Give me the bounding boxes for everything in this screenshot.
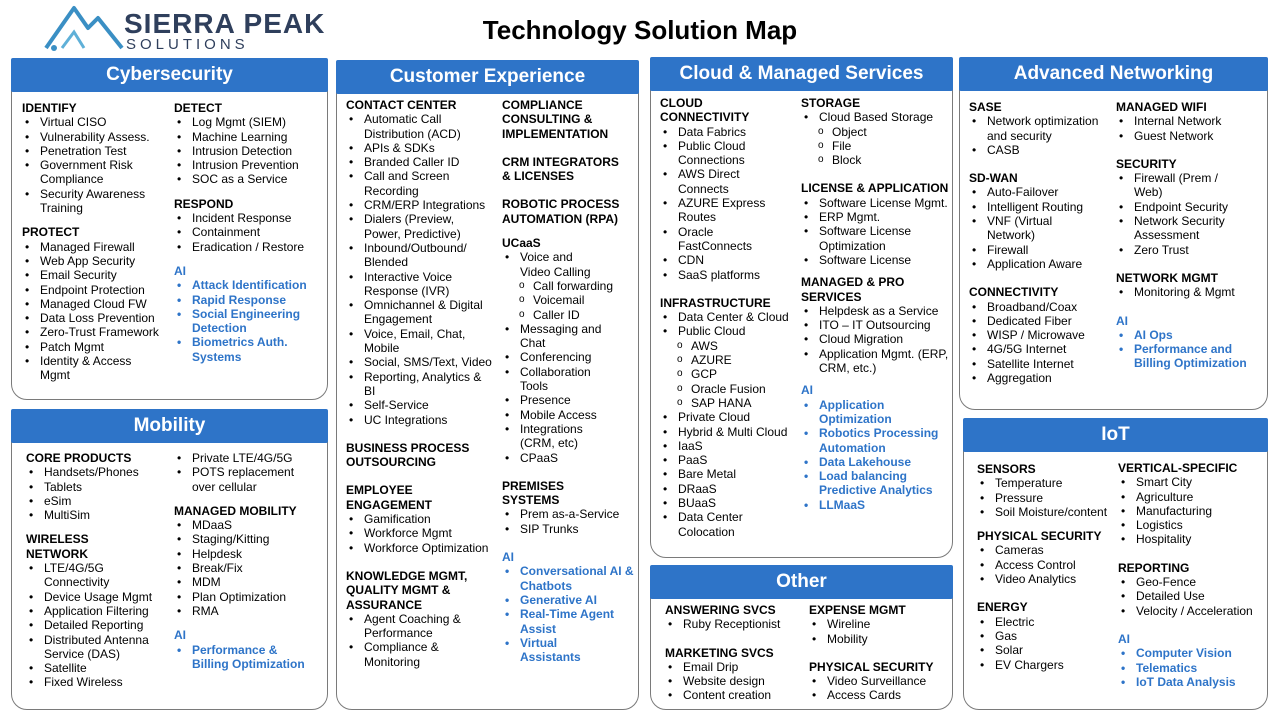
energy-list [977, 615, 1117, 672]
list-item: • eSim [26, 494, 174, 508]
list-subitem: o Object [801, 125, 951, 139]
list-item: • Inbound/Outbound/ Blended [346, 241, 494, 270]
list-item: • Security Awareness Training [22, 187, 174, 216]
cloud-col-right [801, 96, 951, 512]
list-item: • Data Center & Cloud [660, 310, 800, 324]
list-item: • MDM [174, 575, 324, 589]
section-heading: SECURITY [1116, 156, 1177, 171]
list-item: • Intelligent Routing [969, 200, 1114, 214]
section-heading: EMPLOYEE ENGAGEMENT [346, 483, 433, 512]
header-advanced-networking: Advanced Networking [959, 57, 1268, 91]
list-item: • Application Aware [969, 257, 1114, 271]
section-heading: MANAGED WIFI [1116, 100, 1207, 114]
list-item: • Internal Network [1116, 114, 1264, 128]
section-heading: CONTACT CENTER [346, 98, 457, 112]
managed-wifi-list [1116, 114, 1264, 143]
iot-col-right [1118, 461, 1266, 689]
list-item: • DRaaS [660, 482, 800, 496]
list-item: • Workforce Mgmt [346, 526, 500, 540]
list-item: • MultiSim [26, 508, 174, 522]
list-item: • Content creation [665, 688, 805, 702]
list-item: • Performance and Billing Optimization [1116, 342, 1254, 371]
list-item: • MDaaS [174, 518, 324, 532]
ai-heading: AI [174, 628, 186, 643]
list-item: • PaaS [660, 453, 800, 467]
list-item: • Smart City [1118, 475, 1266, 489]
list-item: • Voice and Video Calling [502, 250, 600, 279]
list-item: • Oracle FastConnects [660, 225, 788, 254]
cx-col-right [502, 98, 636, 664]
list-item: • EV Chargers [977, 658, 1117, 672]
list-item: • Ruby Receptionist [665, 617, 805, 631]
protect-list [22, 240, 174, 383]
mobility-col-left [26, 451, 174, 690]
list-item: • Detailed Reporting [26, 618, 174, 632]
list-item: • Public Cloud [660, 324, 800, 338]
company-logo [44, 4, 384, 52]
section-heading: CRM INTEGRATORS & LICENSES [502, 154, 619, 184]
list-item: • Wireline [809, 617, 949, 631]
mobility-top-list [174, 451, 324, 494]
list-item: • Application Optimization [801, 398, 919, 427]
list-item: • Data Loss Prevention [22, 311, 174, 325]
ai-list [502, 564, 636, 664]
list-item: • IoT Data Analysis [1118, 675, 1266, 689]
list-item: • APIs & SDKs [346, 141, 500, 155]
section-heading: VERTICAL-SPECIFIC [1118, 461, 1238, 475]
mobility-col-right [174, 451, 324, 671]
answering-list [665, 617, 805, 631]
list-item: • Data Lakehouse [801, 455, 951, 469]
list-item: • Data Center Colocation [660, 510, 763, 539]
list-item: • Device Usage Mgmt [26, 590, 174, 604]
list-item: • Temperature [977, 476, 1117, 490]
list-item: • SIP Trunks [502, 522, 636, 536]
list-item: • Agriculture [1118, 490, 1266, 504]
sase-list [969, 114, 1114, 157]
net-col-left [969, 100, 1114, 385]
list-item: • Telematics [1118, 661, 1266, 675]
list-item: • Cloud Based Storage [801, 110, 951, 124]
section-heading: MANAGED & PRO SERVICES [801, 275, 905, 304]
section-heading: ANSWERING SVCS [665, 603, 776, 617]
marketing-list [665, 660, 805, 703]
list-item: • Monitoring & Mgmt [1116, 285, 1264, 299]
section-heading: CORE PRODUCTS [26, 451, 132, 465]
list-item: • Network Security Assessment [1116, 214, 1264, 243]
list-item: • Firewall (Prem / Web) [1116, 171, 1244, 200]
vertical-specific-list [1118, 475, 1266, 546]
list-item: • Detailed Use [1118, 589, 1266, 603]
employee-engagement-list [346, 512, 500, 555]
section-heading: REPORTING [1118, 560, 1190, 575]
ai-section [801, 383, 951, 512]
list-item: • Prem as-a-Service [502, 507, 636, 521]
list-item: • Eradication / Restore [174, 240, 324, 254]
list-item: • Break/Fix [174, 561, 324, 575]
list-item: • Managed Firewall [22, 240, 174, 254]
list-item: • Helpdesk [174, 547, 324, 561]
ai-list [801, 398, 951, 512]
list-item: • Software License Mgmt. [801, 196, 951, 210]
list-item: • Distributed Antenna Service (DAS) [26, 633, 174, 662]
ai-heading: AI [1118, 631, 1130, 646]
list-item: • Pressure [977, 491, 1117, 505]
list-item: • Mobile Access [502, 408, 636, 422]
list-subitem: o Voicemail [502, 293, 636, 307]
list-item: • Containment [174, 225, 324, 239]
connectivity-list [969, 300, 1114, 386]
list-subitem: o AZURE [660, 353, 800, 367]
license-application-list [801, 196, 951, 267]
list-item: • Fixed Wireless [26, 675, 174, 689]
list-item: • Collaboration Tools [502, 365, 620, 394]
logo-wordmark: SIERRA PEAK [124, 8, 326, 39]
list-item: • BUaaS [660, 496, 800, 510]
network-mgmt-list [1116, 285, 1264, 299]
section-heading: UCaaS [502, 236, 541, 251]
ai-section [1116, 314, 1264, 371]
section-heading: PHYSICAL SECURITY [977, 529, 1102, 544]
network-security-list [1116, 171, 1264, 257]
list-item: • Workforce Optimization [346, 541, 500, 555]
cyber-col-left [22, 101, 174, 383]
list-item: • Cameras [977, 543, 1117, 557]
list-item: • Electric [977, 615, 1117, 629]
list-item: • Private Cloud [660, 410, 800, 424]
ucaas-list [502, 250, 636, 464]
header-other: Other [650, 565, 953, 599]
list-item: • SOC as a Service [174, 172, 324, 186]
section-heading: WIRELESS NETWORK [26, 532, 89, 561]
list-item: • WISP / Microwave [969, 328, 1114, 342]
list-item: • Access Control [977, 558, 1117, 572]
list-item: • Bare Metal [660, 467, 800, 481]
list-item: • Attack Identification [174, 278, 324, 292]
list-item: • CDN [660, 253, 800, 267]
section-heading: NETWORK MGMT [1116, 270, 1218, 285]
list-item: • Hospitality [1118, 532, 1266, 546]
section-heading: INFRASTRUCTURE [660, 295, 771, 310]
list-item: • Interactive Voice Response (IVR) [346, 270, 484, 299]
list-item: • Public Cloud Connections [660, 139, 778, 168]
list-item: • Auto-Failover [969, 185, 1114, 199]
section-heading: PREMISES SYSTEMS [502, 478, 565, 508]
list-item: • CPaaS [502, 451, 636, 465]
list-item: • Incident Response [174, 211, 324, 225]
list-subitem: o AWS [660, 339, 800, 353]
list-item: • Helpdesk as a Service [801, 304, 951, 318]
section-heading: IDENTIFY [22, 101, 77, 115]
list-item: • Government Risk Compliance [22, 158, 174, 187]
list-item: • Video Analytics [977, 572, 1117, 586]
section-heading: KNOWLEDGE MGMT, QUALITY MGMT & ASSURANCE [346, 568, 468, 612]
list-subitem: o Call forwarding [502, 279, 636, 293]
list-item: • Tablets [26, 480, 174, 494]
list-item: • Endpoint Protection [22, 283, 174, 297]
list-item: • Satellite Internet [969, 357, 1114, 371]
list-item: • RMA [174, 604, 324, 618]
header-cloud-managed: Cloud & Managed Services [650, 57, 953, 91]
list-subitem: o SAP HANA [660, 396, 800, 410]
list-item: • Mobility [809, 632, 949, 646]
list-item: • Generative AI [502, 593, 636, 607]
list-item: • Velocity / Acceleration [1118, 604, 1266, 618]
list-item: • CRM/ERP Integrations [346, 198, 500, 212]
list-item: • Branded Caller ID [346, 155, 500, 169]
section-heading: LICENSE & APPLICATION [801, 181, 949, 196]
list-item: • ITO – IT Outsourcing [801, 318, 951, 332]
list-item: • Compliance & Monitoring [346, 640, 464, 669]
list-item: • Computer Vision [1118, 646, 1266, 660]
list-item: • VNF (Virtual Network) [969, 214, 1092, 243]
list-item: • Intrusion Prevention [174, 158, 324, 172]
list-item: • Solar [977, 643, 1117, 657]
ai-section [174, 264, 324, 364]
knowledge-mgmt-list [346, 612, 500, 669]
physical-security-list [977, 543, 1117, 586]
infrastructure-list [660, 310, 800, 539]
list-item: • Manufacturing [1118, 504, 1266, 518]
ai-section [502, 550, 636, 664]
section-heading: PROTECT [22, 225, 80, 240]
list-item: • Virtual CISO [22, 115, 174, 129]
list-item: • IaaS [660, 439, 800, 453]
header-cybersecurity: Cybersecurity [11, 58, 328, 92]
list-item: • Application Filtering [26, 604, 174, 618]
list-item: • Hybrid & Multi Cloud [660, 425, 800, 439]
mountain-logo-icon [44, 4, 124, 52]
list-item: • Call and Screen Recording [346, 169, 476, 198]
managed-pro-services-list [801, 304, 951, 375]
list-item: • ERP Mgmt. [801, 210, 951, 224]
list-item: • Application Mgmt. (ERP, CRM, etc.) [801, 347, 951, 376]
ai-list [1118, 646, 1266, 689]
section-heading: STORAGE [801, 96, 861, 110]
list-item: • Endpoint Security [1116, 200, 1264, 214]
page-title: Technology Solution Map [482, 15, 798, 45]
section-heading: ENERGY [977, 600, 1028, 615]
ai-heading: AI [502, 550, 514, 565]
list-item: • AZURE Express Routes [660, 196, 798, 225]
contact-center-list [346, 112, 500, 427]
list-item: • SaaS platforms [660, 268, 800, 282]
sdwan-list [969, 185, 1114, 271]
physical-security-list [809, 674, 949, 703]
section-heading: CLOUD CONNECTIVITY [660, 96, 750, 125]
header-customer-experience: Customer Experience [336, 60, 639, 94]
ai-section [174, 628, 324, 671]
list-item: • Penetration Test [22, 144, 174, 158]
section-heading: COMPLIANCE CONSULTING & IMPLEMENTATION [502, 98, 609, 141]
list-item: • Web App Security [22, 254, 174, 268]
list-item: • Conferencing [502, 350, 636, 364]
list-item: • Network optimization and security [969, 114, 1114, 143]
list-item: • Software License [801, 253, 951, 267]
section-heading: RESPOND [174, 196, 234, 211]
ai-heading: AI [1116, 313, 1128, 328]
list-item: • Zero-Trust Framework [22, 325, 174, 339]
list-item: • Real-Time Agent Assist [502, 607, 645, 636]
list-subitem: o Block [801, 153, 951, 167]
list-item: • Data Fabrics [660, 125, 800, 139]
net-col-right [1116, 100, 1264, 371]
list-item: • Biometrics Auth. Systems [174, 335, 302, 364]
list-item: • Identity & Access Mgmt [22, 354, 140, 383]
list-item: • Video Surveillance [809, 674, 949, 688]
wireless-network-list [26, 561, 174, 690]
list-item: • Agent Coaching & Performance [346, 612, 474, 641]
list-item: • Load balancing Predictive Analytics [801, 469, 951, 498]
list-item: • AWS Direct Connects [660, 167, 778, 196]
section-heading: SASE [969, 100, 1002, 114]
list-item: • Staging/Kitting [174, 532, 324, 546]
list-item: • Machine Learning [174, 130, 324, 144]
ai-list [174, 278, 324, 364]
ai-heading: AI [801, 383, 813, 398]
list-item: • Managed Cloud FW [22, 297, 174, 311]
list-item: • Vulnerability Assess. [22, 130, 174, 144]
list-item: • Automatic Call Distribution (ACD) [346, 112, 500, 141]
cloud-connectivity-list [660, 125, 800, 282]
list-item: • Email Drip [665, 660, 805, 674]
list-item: • Soil Moisture/content [977, 505, 1110, 519]
detect-list [174, 115, 324, 186]
ai-list [174, 643, 324, 672]
respond-list [174, 211, 324, 254]
section-heading: BUSINESS PROCESS OUTSOURCING [346, 440, 470, 470]
list-item: • Integrations (CRM, etc) [502, 422, 610, 451]
list-item: • Zero Trust [1116, 243, 1264, 257]
list-item: • Patch Mgmt [22, 340, 174, 354]
list-item: • Self-Service [346, 398, 500, 412]
list-item: • Website design [665, 674, 805, 688]
list-item: • Geo-Fence [1118, 575, 1266, 589]
list-item: • Satellite [26, 661, 174, 675]
list-subitem: o Caller ID [502, 308, 636, 322]
section-heading: SD-WAN [969, 171, 1018, 186]
ai-list [1116, 328, 1264, 371]
list-subitem: o GCP [660, 367, 800, 381]
other-col-left [665, 603, 805, 703]
storage-list [801, 110, 951, 167]
list-item: • Virtual Assistants [502, 636, 600, 665]
identify-list [22, 115, 174, 215]
list-item: • Broadband/Coax [969, 300, 1114, 314]
premises-list [502, 507, 636, 536]
list-item: • Conversational AI & Chatbots [502, 564, 635, 593]
section-heading: EXPENSE MGMT [809, 603, 906, 617]
managed-mobility-list [174, 518, 324, 618]
section-heading: CONNECTIVITY [969, 285, 1059, 300]
list-item: • Messaging and Chat [502, 322, 630, 351]
list-item: • Gamification [346, 512, 500, 526]
list-item: • Firewall [969, 243, 1114, 257]
list-item: • Software License Optimization [801, 224, 939, 253]
header-iot: IoT [963, 418, 1268, 452]
cyber-col-right [174, 101, 324, 364]
list-item: • Guest Network [1116, 129, 1264, 143]
list-item: • Logistics [1118, 518, 1266, 532]
list-item: • CASB [969, 143, 1114, 157]
cx-col-left [346, 98, 500, 669]
cloud-col-left [660, 96, 800, 539]
core-products-list [26, 465, 174, 522]
list-item: • 4G/5G Internet [969, 342, 1114, 356]
list-item: • Voice, Email, Chat, Mobile [346, 327, 499, 356]
section-heading: DETECT [174, 101, 222, 115]
list-item: • LTE/4G/5G Connectivity [26, 561, 154, 590]
list-item: • Cloud Migration [801, 332, 951, 346]
section-heading: PHYSICAL SECURITY [809, 659, 934, 674]
list-item: • Aggregation [969, 371, 1114, 385]
list-item: • Dedicated Fiber [969, 314, 1114, 328]
list-item: • Handsets/Phones [26, 465, 174, 479]
list-item: • UC Integrations [346, 413, 500, 427]
reporting-list [1118, 575, 1266, 618]
ai-heading: AI [174, 263, 186, 278]
list-subitem: o Oracle Fusion [660, 382, 800, 396]
list-item: • Intrusion Detection [174, 144, 324, 158]
iot-col-left [977, 462, 1117, 672]
expense-list [809, 617, 949, 646]
list-item: • LLMaaS [801, 498, 951, 512]
list-item: • Dialers (Preview, Power, Predictive) [346, 212, 484, 241]
list-item: • Reporting, Analytics & BI [346, 370, 489, 399]
list-item: • Log Mgmt (SIEM) [174, 115, 324, 129]
list-item: • Performance & Billing Optimization [174, 643, 317, 672]
list-item: • POTS replacement over cellular [174, 465, 312, 494]
list-item: • Plan Optimization [174, 590, 324, 604]
list-item: • Gas [977, 629, 1117, 643]
logo-tagline: SOLUTIONS [126, 36, 249, 53]
list-item: • Social Engineering Detection [174, 307, 307, 336]
list-item: • Presence [502, 393, 636, 407]
list-item: • Omnichannel & Digital Engagement [346, 298, 499, 327]
section-heading: SENSORS [977, 462, 1036, 476]
header-mobility: Mobility [11, 409, 328, 443]
list-item: • Private LTE/4G/5G [174, 451, 324, 465]
section-heading: MANAGED MOBILITY [174, 503, 297, 518]
sensors-list [977, 476, 1117, 519]
list-item: • AI Ops [1116, 328, 1264, 342]
list-item: • Robotics Processing Automation [801, 426, 951, 455]
list-item: • Social, SMS/Text, Video [346, 355, 500, 369]
list-subitem: o File [801, 139, 951, 153]
list-item: • Email Security [22, 268, 174, 282]
ai-section [1118, 632, 1266, 689]
section-heading: ROBOTIC PROCESS AUTOMATION (RPA) [502, 197, 620, 226]
section-heading: MARKETING SVCS [665, 645, 774, 660]
other-col-right [809, 603, 949, 703]
list-item: • Access Cards [809, 688, 949, 702]
list-item: • Rapid Response [174, 293, 324, 307]
